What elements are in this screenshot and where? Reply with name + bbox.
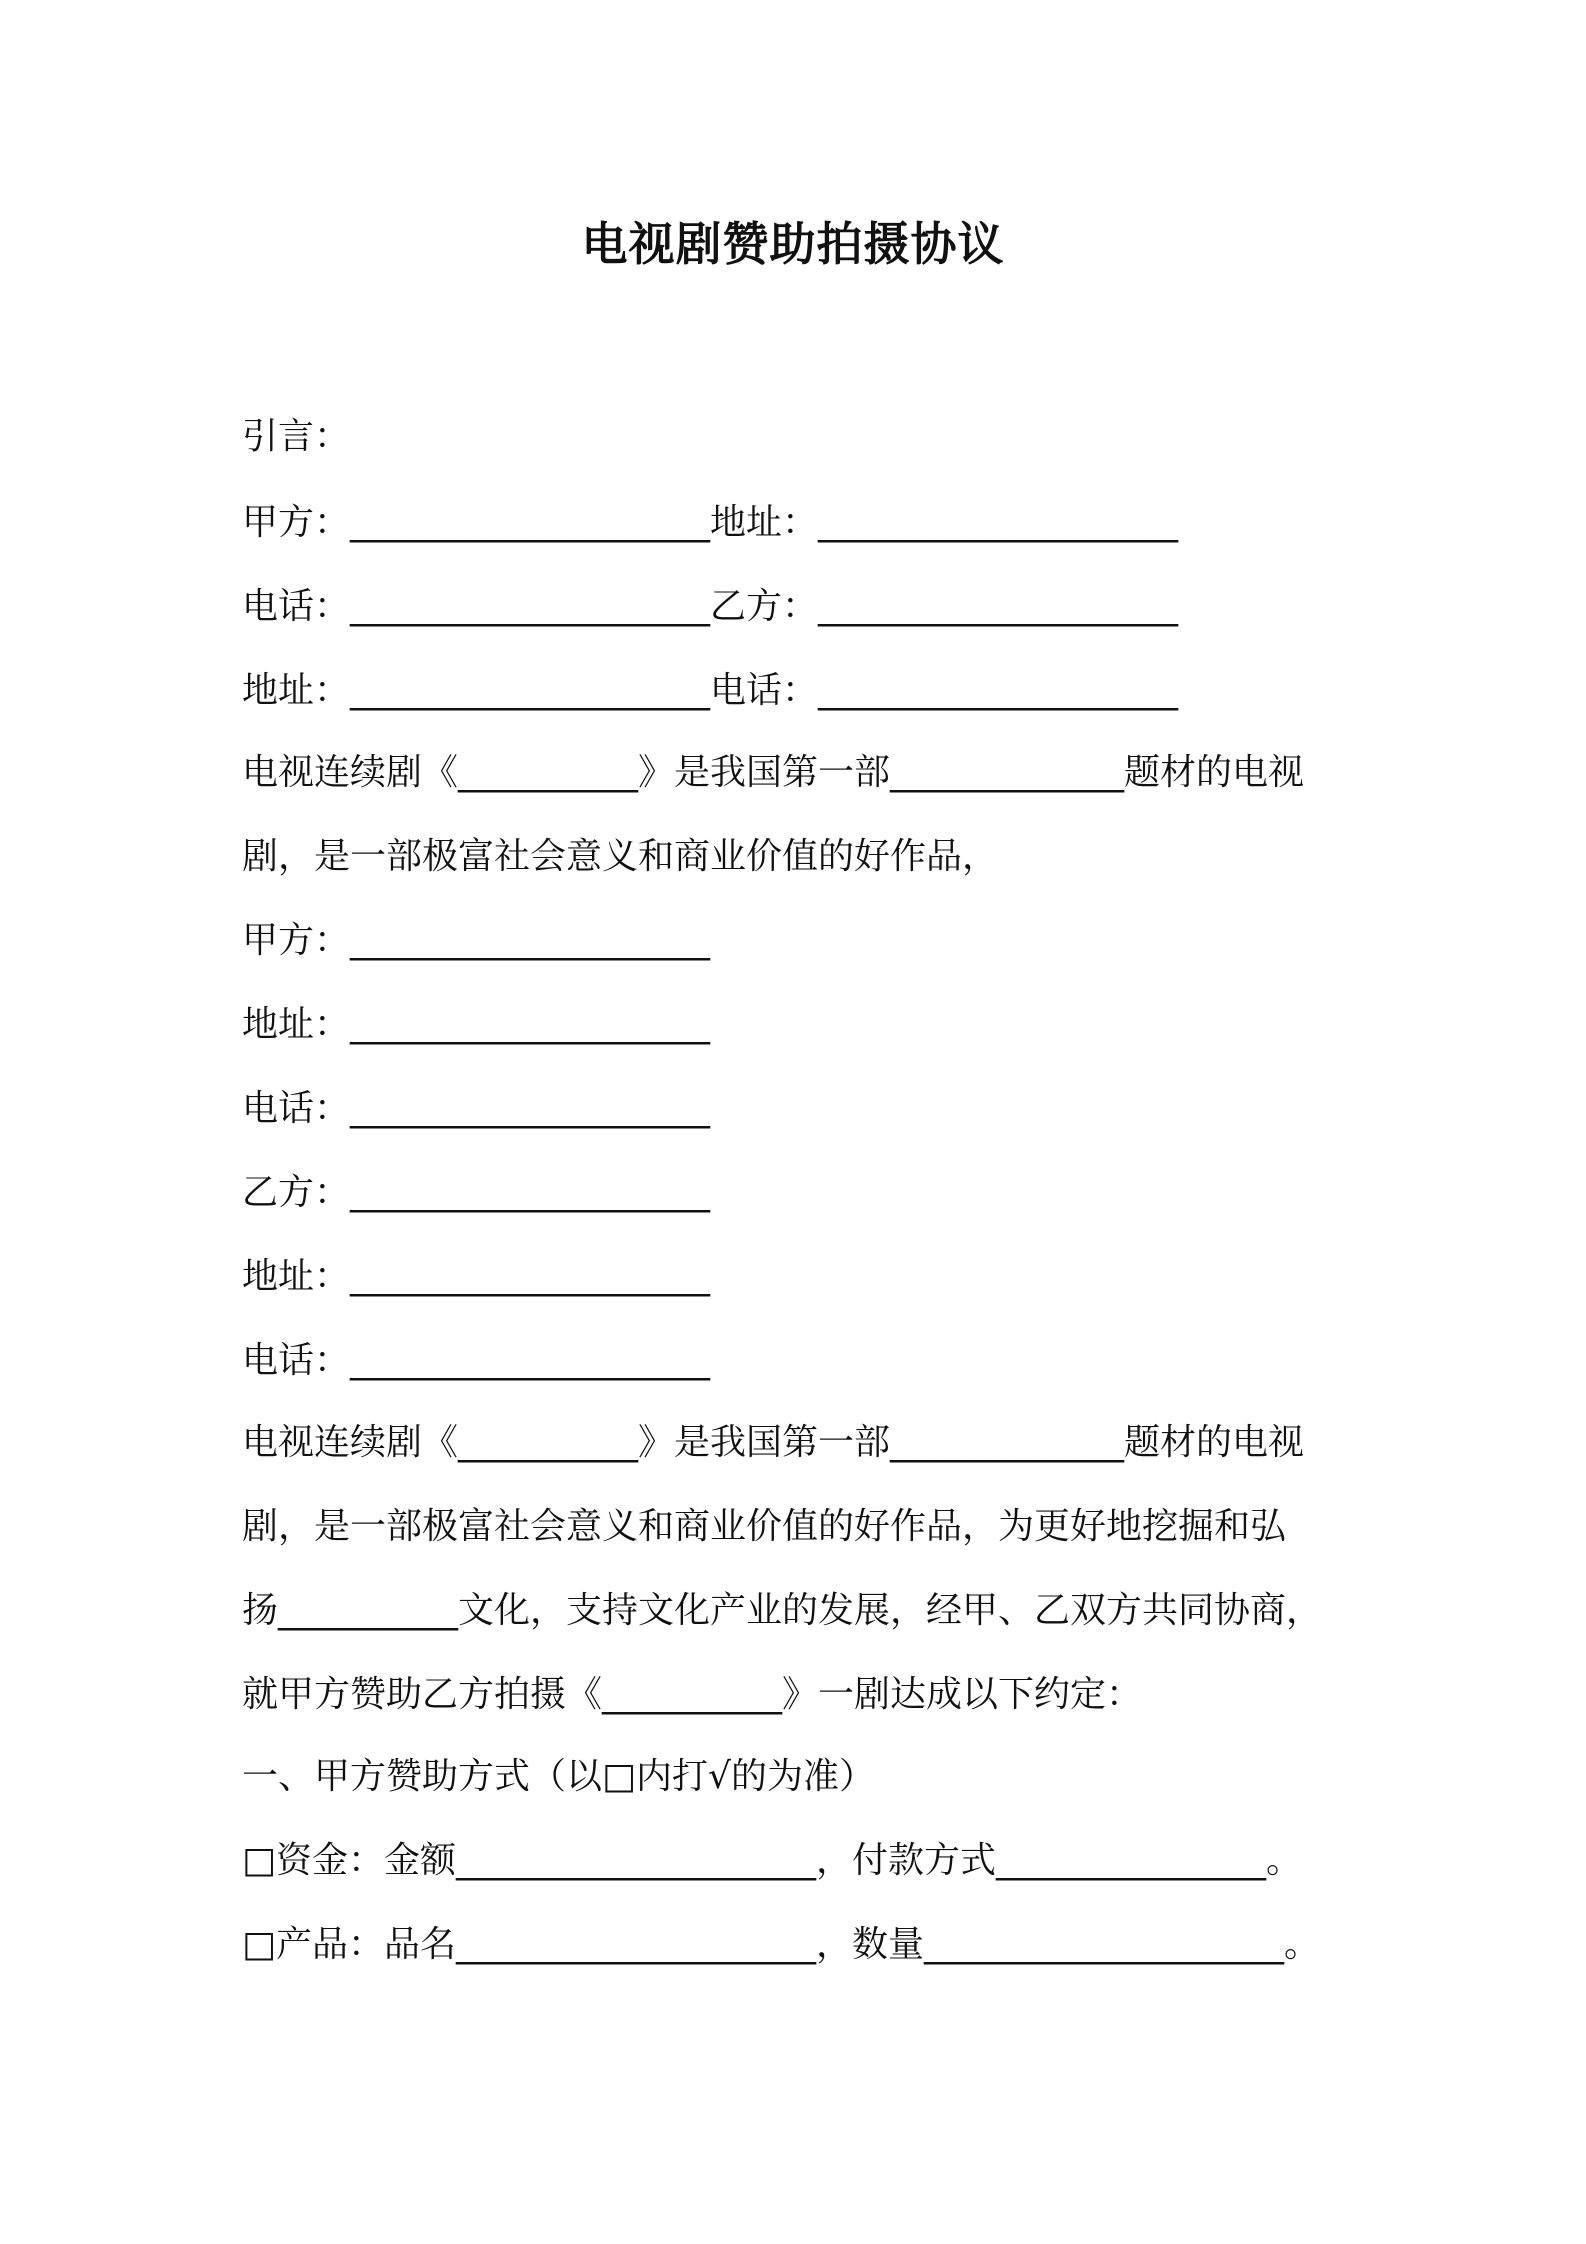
section-1-heading: 一、甲方赞助方式（以□内打√的为准） xyxy=(242,1756,875,1797)
product-option-line: □产品：品名____________________，数量____________________。 xyxy=(242,1924,1321,1965)
party-b-phone-field: 电话：____________________ xyxy=(242,1340,711,1381)
party-a-address-field: 地址：____________________ xyxy=(242,1004,711,1045)
paragraph-2-line-1: 电视连续剧《__________》是我国第一部_____________题材的电视 xyxy=(242,1422,1305,1463)
party-b-address-field: 地址：____________________ xyxy=(242,1256,711,1297)
paragraph-1-line-1: 电视连续剧《__________》是我国第一部_____________题材的电视 xyxy=(242,752,1305,793)
party-b-line: 乙方：____________________ xyxy=(242,1172,711,1213)
address-phone-line: 地址：____________________电话：____________________ xyxy=(242,670,1179,711)
paragraph-1-line-2: 剧，是一部极富社会意义和商业价值的好作品， xyxy=(242,836,999,877)
party-a-address-line: 甲方：____________________地址：____________________ xyxy=(242,502,1179,543)
phone-party-b-line: 电话：____________________乙方：____________________ xyxy=(242,586,1179,627)
paragraph-2-line-2: 剧，是一部极富社会意义和商业价值的好作品，为更好地挖掘和弘 xyxy=(242,1506,1287,1547)
paragraph-2-line-3: 扬__________文化，支持文化产业的发展，经甲、乙双方共同协商， xyxy=(242,1590,1323,1631)
intro-heading: 引言： xyxy=(242,416,351,457)
party-a-line: 甲方：____________________ xyxy=(242,920,711,961)
funding-option-line: □资金：金额____________________，付款方式_______________。 xyxy=(242,1840,1303,1881)
party-a-phone-field: 电话：____________________ xyxy=(242,1088,711,1129)
paragraph-2-line-4: 就甲方赞助乙方拍摄《__________》一剧达成以下约定： xyxy=(242,1674,1143,1715)
document-title: 电视剧赞助拍摄协议 xyxy=(581,217,1005,271)
